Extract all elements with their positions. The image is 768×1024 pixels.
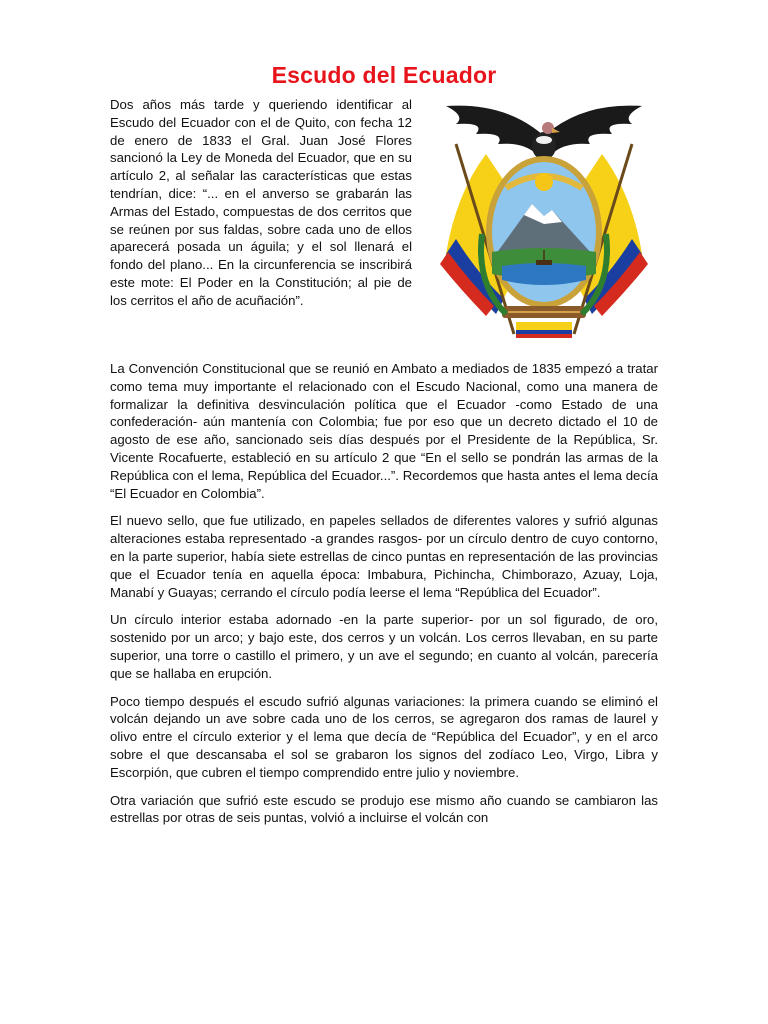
- paragraph-4: Un círculo interior estaba adornado -en la parte superior- por un sol figurado, de oro, sostenido por un arco; y bajo este, dos cerros y un volcán. Los cerros llevaban, en su parte superior, una torre o castillo el primero, y un ave el segundo; en cuanto al volcán, parecería que se hallaba en erupción.: [110, 612, 658, 681]
- page-title: Escudo del Ecuador: [271, 62, 497, 88]
- paragraph-6: Otra variación que sufrió este escudo se produjo ese mismo año cuando se cambiaron las estrellas por otras de seis puntas, volvió a incluirse el volcán con: [110, 792, 658, 826]
- paragraph-3: El nuevo sello, que fue utilizado, en papeles sellados de diferentes valores y sufrió algunas alteraciones estaba representado -a grandes rasgos- por un círculo dentro de cuyo contorno, en la parte superior, había siete estrellas de cinco puntas en representación de las provincias que el Ecuador tenía en aquella época: Imbabura, Pichincha, Chimborazo, Azuay, Loja, Manabí y Guayas; cerrando el círculo podía leerse el lema “República del Ecuador”.: [110, 513, 658, 600]
- paragraph-1: Dos años más tarde y queriendo identificar al Escudo del Ecuador con el de Quito, con fecha 12 de enero de 1833 el Gral. Juan José Flores sancionó la Ley de Moneda del Ecuador, que en su artículo 2, al señalar las características que estas tendrían, dice: “... en el anverso se grabarán las Armas del Estado, compuestas de dos cerritos que se reúnen por sus faldas, sobre cada uno de ellos aparecerá posada un águila; y el sol llenará el fondo del plano... En la circunferencia se inscribirá este mote: El Poder en la Constitución; al pie de los cerritos el año de acuñación”.: [110, 97, 412, 308]
- document-page: [110, 58, 658, 837]
- paragraph-5: Poco tiempo después el escudo sufrió algunas variaciones: la primera cuando se eliminó el volcán dejando un ave sobre cada uno de los cerros, se agregaron dos ramas de laurel y olivo entre el círculo exterior y el lema que decía de “República del Ecuador”, y en el arco sobre el que descansaba el sol se grabaron los signos del zodíaco Leo, Virgo, Libra y Escorpión, que cubren el tiempo comprendido entre julio y noviembre.: [110, 693, 658, 780]
- coat-of-arms-of-ecuador-icon: [426, 84, 662, 346]
- intro-section: [110, 96, 658, 360]
- paragraph-2: La Convención Constitucional que se reunió en Ambato a mediados de 1835 empezó a tratar como tema muy importante el relacionado con el Escudo Nacional, como una manera de formalizar la definitiva desvinculación política que el Ecuador -como Estado de una confederación- aún mantenía con Colombia; fue por eso que un decreto dictado el 10 de agosto de ese año, sancionado seis días después por el Presidente de la República, Sr. Vicente Rocafuerte, estableció en su artículo 2 que “En el sello se pondrán las armas de la República con el lema, República del Ecuador...”. Recordemos que hasta antes el lema decía “El Ecuador en Colombia”.: [110, 361, 658, 501]
